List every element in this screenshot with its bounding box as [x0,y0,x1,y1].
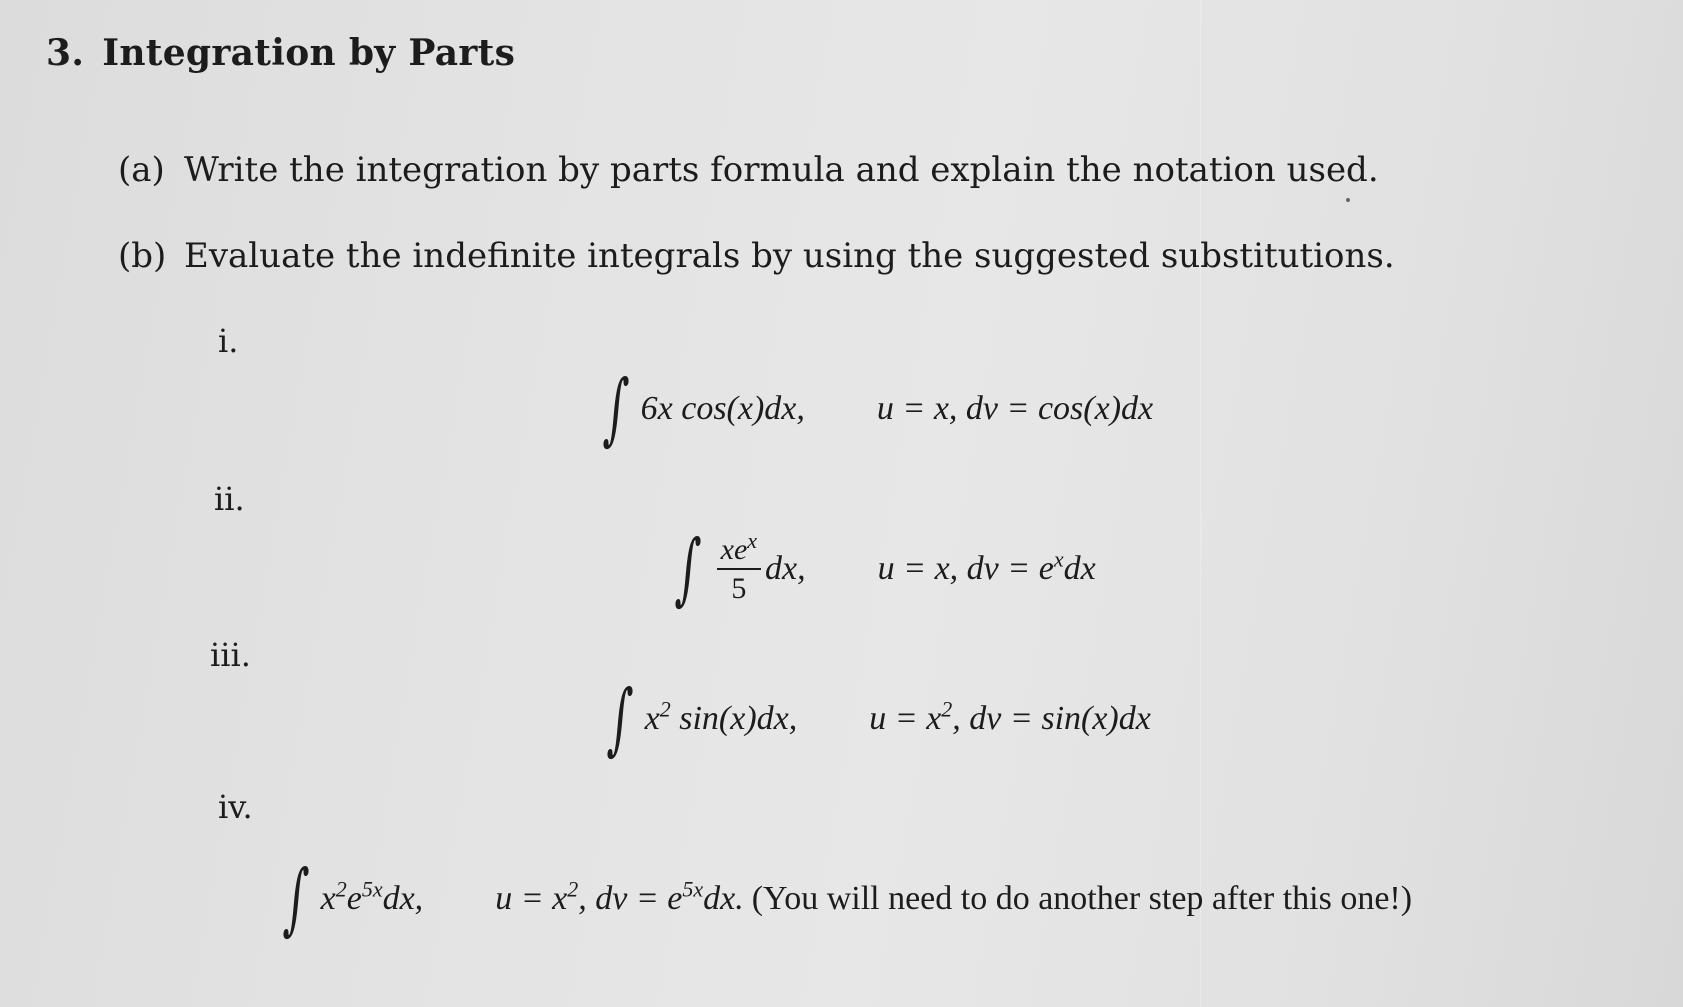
part-b [118,236,1395,276]
item-i-equation [596,364,1154,454]
item-iii-substitution: $u = x^2$, dv = sin(x)dx [869,696,1151,737]
item-iii-integrand: $x^2$ sin(x)dx, [644,696,798,737]
item-iv-label: iv. [218,788,253,826]
part-a-text: Write the integration by parts formula and explain the notation used. [184,150,1379,190]
integral-sign: ∫ [281,854,311,944]
item-iii-label: iii. [210,636,251,674]
fraction-numerator: $xe^x$ [717,533,761,570]
item-i-label: i. [218,322,239,360]
integral-sign: ∫ [601,364,631,454]
stray-mark [1346,198,1350,202]
item-ii-fraction [717,528,761,605]
item-ii-integrand-tail: dx, [765,550,806,587]
item-ii-equation [668,524,1096,614]
part-a-label: (a) [118,150,165,190]
part-a [118,150,1379,190]
item-iv-equation [276,854,1413,944]
item-iv-note: (You will need to do another step after this one!) [751,880,1413,917]
part-b-text: Evaluate the indefinite integrals by using the suggested substitutions. [184,236,1395,276]
problem-title: Integration by Parts [102,32,516,74]
item-iii-equation [600,674,1151,764]
item-ii-label: ii. [214,480,245,518]
integral-sign: ∫ [605,674,635,764]
item-iv-substitution: $u = x^2$, dv = $e^{5x}dx$. [495,876,744,917]
fraction-denominator: 5 [731,572,747,605]
item-ii-substitution: u = x, dv = $e^xdx$ [877,546,1096,587]
part-b-label: (b) [118,236,167,276]
problem-heading [46,32,515,74]
item-i-integrand: 6x cos(x)dx, [640,390,805,427]
problem-number: 3. [46,32,85,74]
item-i-substitution: u = x, dv = cos(x)dx [876,390,1154,427]
item-iv-integrand: $x^2e^{5x}dx$, [320,876,424,917]
integral-sign: ∫ [673,524,703,614]
